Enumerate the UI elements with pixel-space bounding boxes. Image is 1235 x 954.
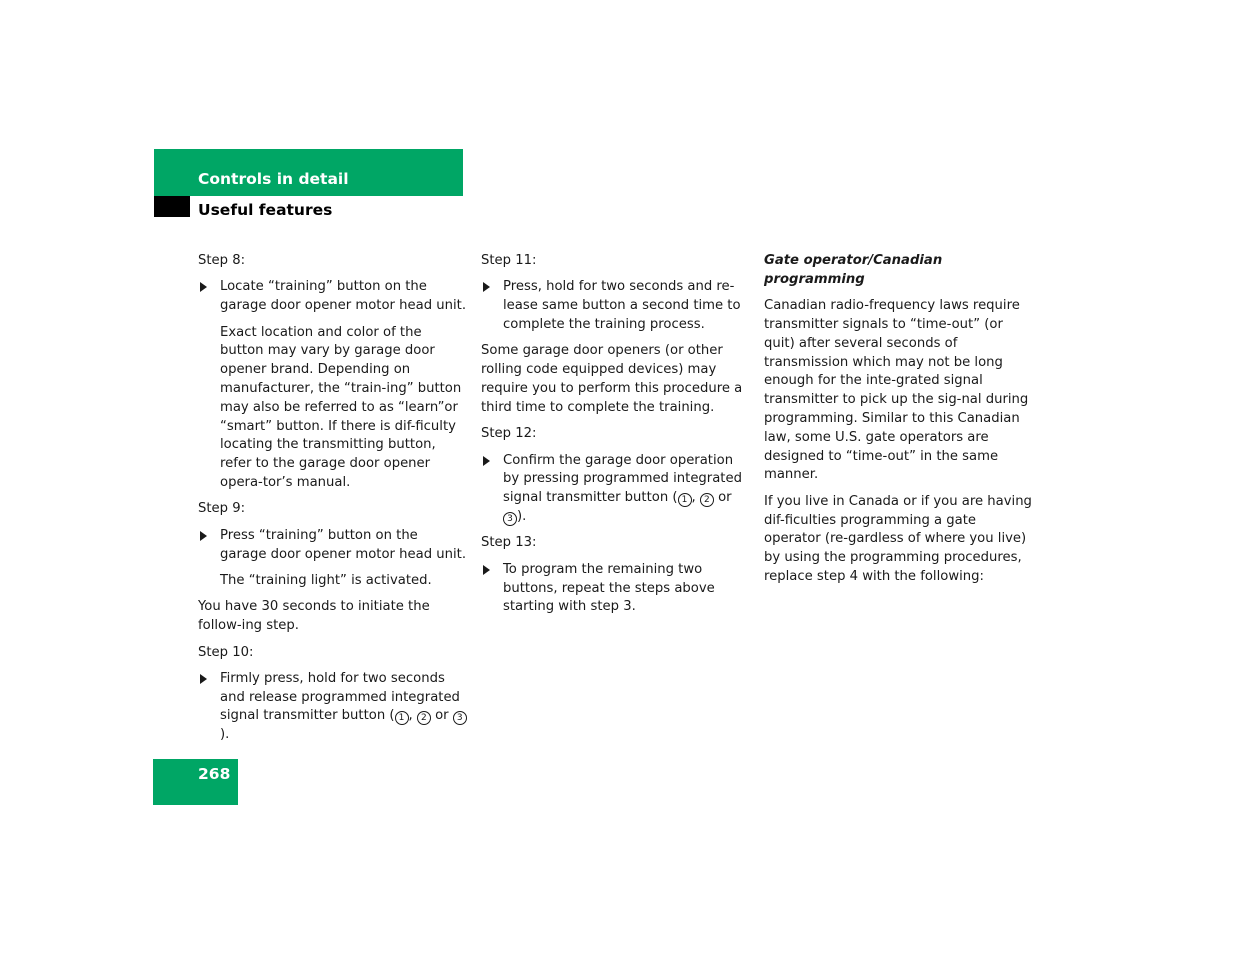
text-column-2 [481, 252, 747, 625]
paragraph: Exact location and color of the button may vary by garage door opener brand. Depending on manufacturer, the “train-ing” button may also be referred to as “learn”or “smart” button. If there is dif-ficulty locating the transmitting button, refer to the garage door opener opera-tor’s manual. [220, 324, 462, 490]
paragraph: If you live in Canada or if you are having dif-ficulties programming a gate operator (re-gardless of where you live) by using the programming procedures, replace step 4 with the following: [764, 493, 1032, 584]
bullet-triangle-icon [200, 674, 207, 684]
subheading: Gate operator/Canadian programming [764, 253, 943, 287]
instruction-bullet: Press, hold for two seconds and re-lease same button a second time to complete the training process. [481, 278, 747, 334]
step-label: Step 13: [481, 535, 537, 551]
page-number: 268 [198, 765, 231, 783]
step-label: Step 11: [481, 253, 537, 268]
bullet-triangle-icon [483, 565, 490, 575]
text-column-3 [764, 252, 1034, 594]
step-label: Step 9: [198, 501, 246, 517]
button-3-icon: 3 [503, 512, 517, 526]
button-2-icon: 2 [700, 493, 714, 507]
subsection-marker [154, 196, 190, 217]
button-1-icon: 1 [395, 711, 409, 725]
instruction-bullet: Firmly press, hold for two seconds and release programmed integrated signal transmitter button ( 1 , 2 or 3). [198, 670, 468, 745]
bullet-triangle-icon [483, 456, 490, 466]
text-column-1 [198, 252, 468, 753]
instruction-bullet: Press “training” button on the garage door opener motor head unit. [198, 527, 468, 565]
paragraph: Some garage door openers (or other rolling code equipped devices) may require you to perform this procedure a third time to complete the training. [481, 343, 743, 415]
instruction-bullet: Confirm the garage door operation by pressing programmed integrated signal transmitter button ( 1 , 2 or 3 ). [481, 452, 747, 527]
section-title: Controls in detail [198, 170, 349, 188]
step-label: Step 12: [481, 426, 537, 442]
paragraph: You have 30 seconds to initiate the follow-ing step. [198, 599, 430, 634]
subsection-title: Useful features [198, 201, 333, 219]
step-label: Step 10: [198, 644, 254, 660]
paragraph: Canadian radio-frequency laws require transmitter signals to “time-out” (or quit) after several seconds of transmission which may not be long enough for the inte-grated signal transmitter to pick up the sig-nal during programming. Similar to this Canadian law, some U.S. gate operators are designed to “time-out” in the same manner. [764, 298, 1029, 483]
paragraph: The “training light” is activated. [220, 572, 432, 588]
step-label: Step 8: [198, 253, 246, 268]
button-1-icon: 1 [678, 493, 692, 507]
bullet-triangle-icon [483, 282, 490, 292]
instruction-bullet: To program the remaining two buttons, repeat the steps above starting with step 3. [481, 561, 747, 617]
instruction-bullet: Locate “training” button on the garage door opener motor head unit. [198, 278, 468, 316]
bullet-triangle-icon [200, 531, 207, 541]
bullet-triangle-icon [200, 282, 207, 292]
button-3-icon: 3 [453, 711, 467, 725]
button-2-icon: 2 [417, 711, 431, 725]
